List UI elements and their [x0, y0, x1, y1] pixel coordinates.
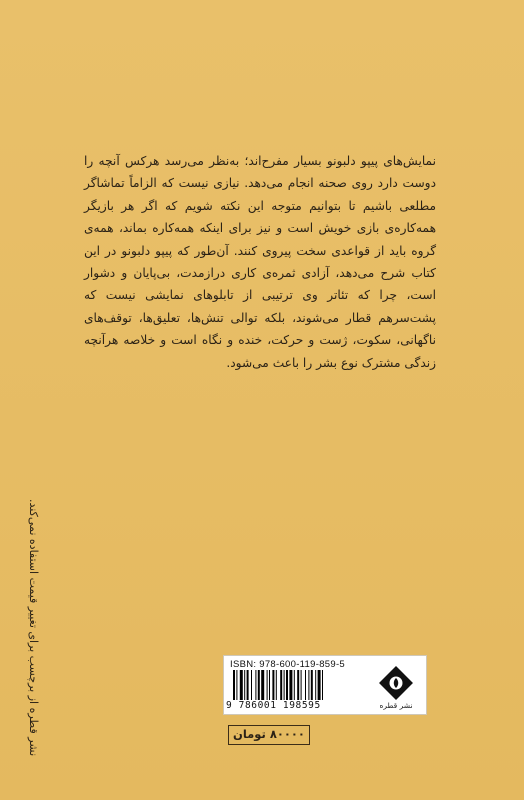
price-label: ۸۰۰۰۰ تومان	[228, 725, 310, 745]
isbn-number: ISBN: 978-600-119-859-5	[230, 659, 345, 670]
barcode-image	[232, 670, 362, 700]
publisher-logo-caption: نشر قطره	[379, 701, 413, 710]
blurb-text: نمایش‌های پیپو دلبونو بسیار مفرح‌اند؛ به‌نظر می‌رسد هرکس آنچه را دوست دارد روی صحنه انجام می‌دهد. نیازی نیست که الزاماً تماشاگر مطلعی باشیم تا بتوانیم متوجه این نکته شویم که اگر هر بازیگر همه‌کاره‌ی بازی خویش است و نیز برای اینکه همه‌کاره بماند، همه‌ی گروه باید از قواعدی سخت پیروی کنند. آن‌طور که پیپو دلبونو در این کتاب شرح می‌دهد، آزادی ثمره‌ی کاری درازمدت، بی‌پایان و دشوار است، چرا که تئاتر وی ترتیبی از تابلوهای نمایشی نیست که پشت‌سرهم قطار می‌شوند، بلکه توالی تنش‌ها، تعلیق‌ها، توقف‌های ناگهانی، سکوت، ژست و حرکت، خنده و نگاه است و خلاصه هرآنچه زندگی مشترک نوع بشر را باعث می‌شود.	[84, 154, 436, 370]
price-label-notice: نشر قطره از برچسب برای تغییر قیمت استفاده نمی‌کند.	[27, 498, 40, 756]
barcode-digits: 9 786001 198595	[226, 700, 321, 711]
back-cover-blurb	[84, 150, 436, 374]
